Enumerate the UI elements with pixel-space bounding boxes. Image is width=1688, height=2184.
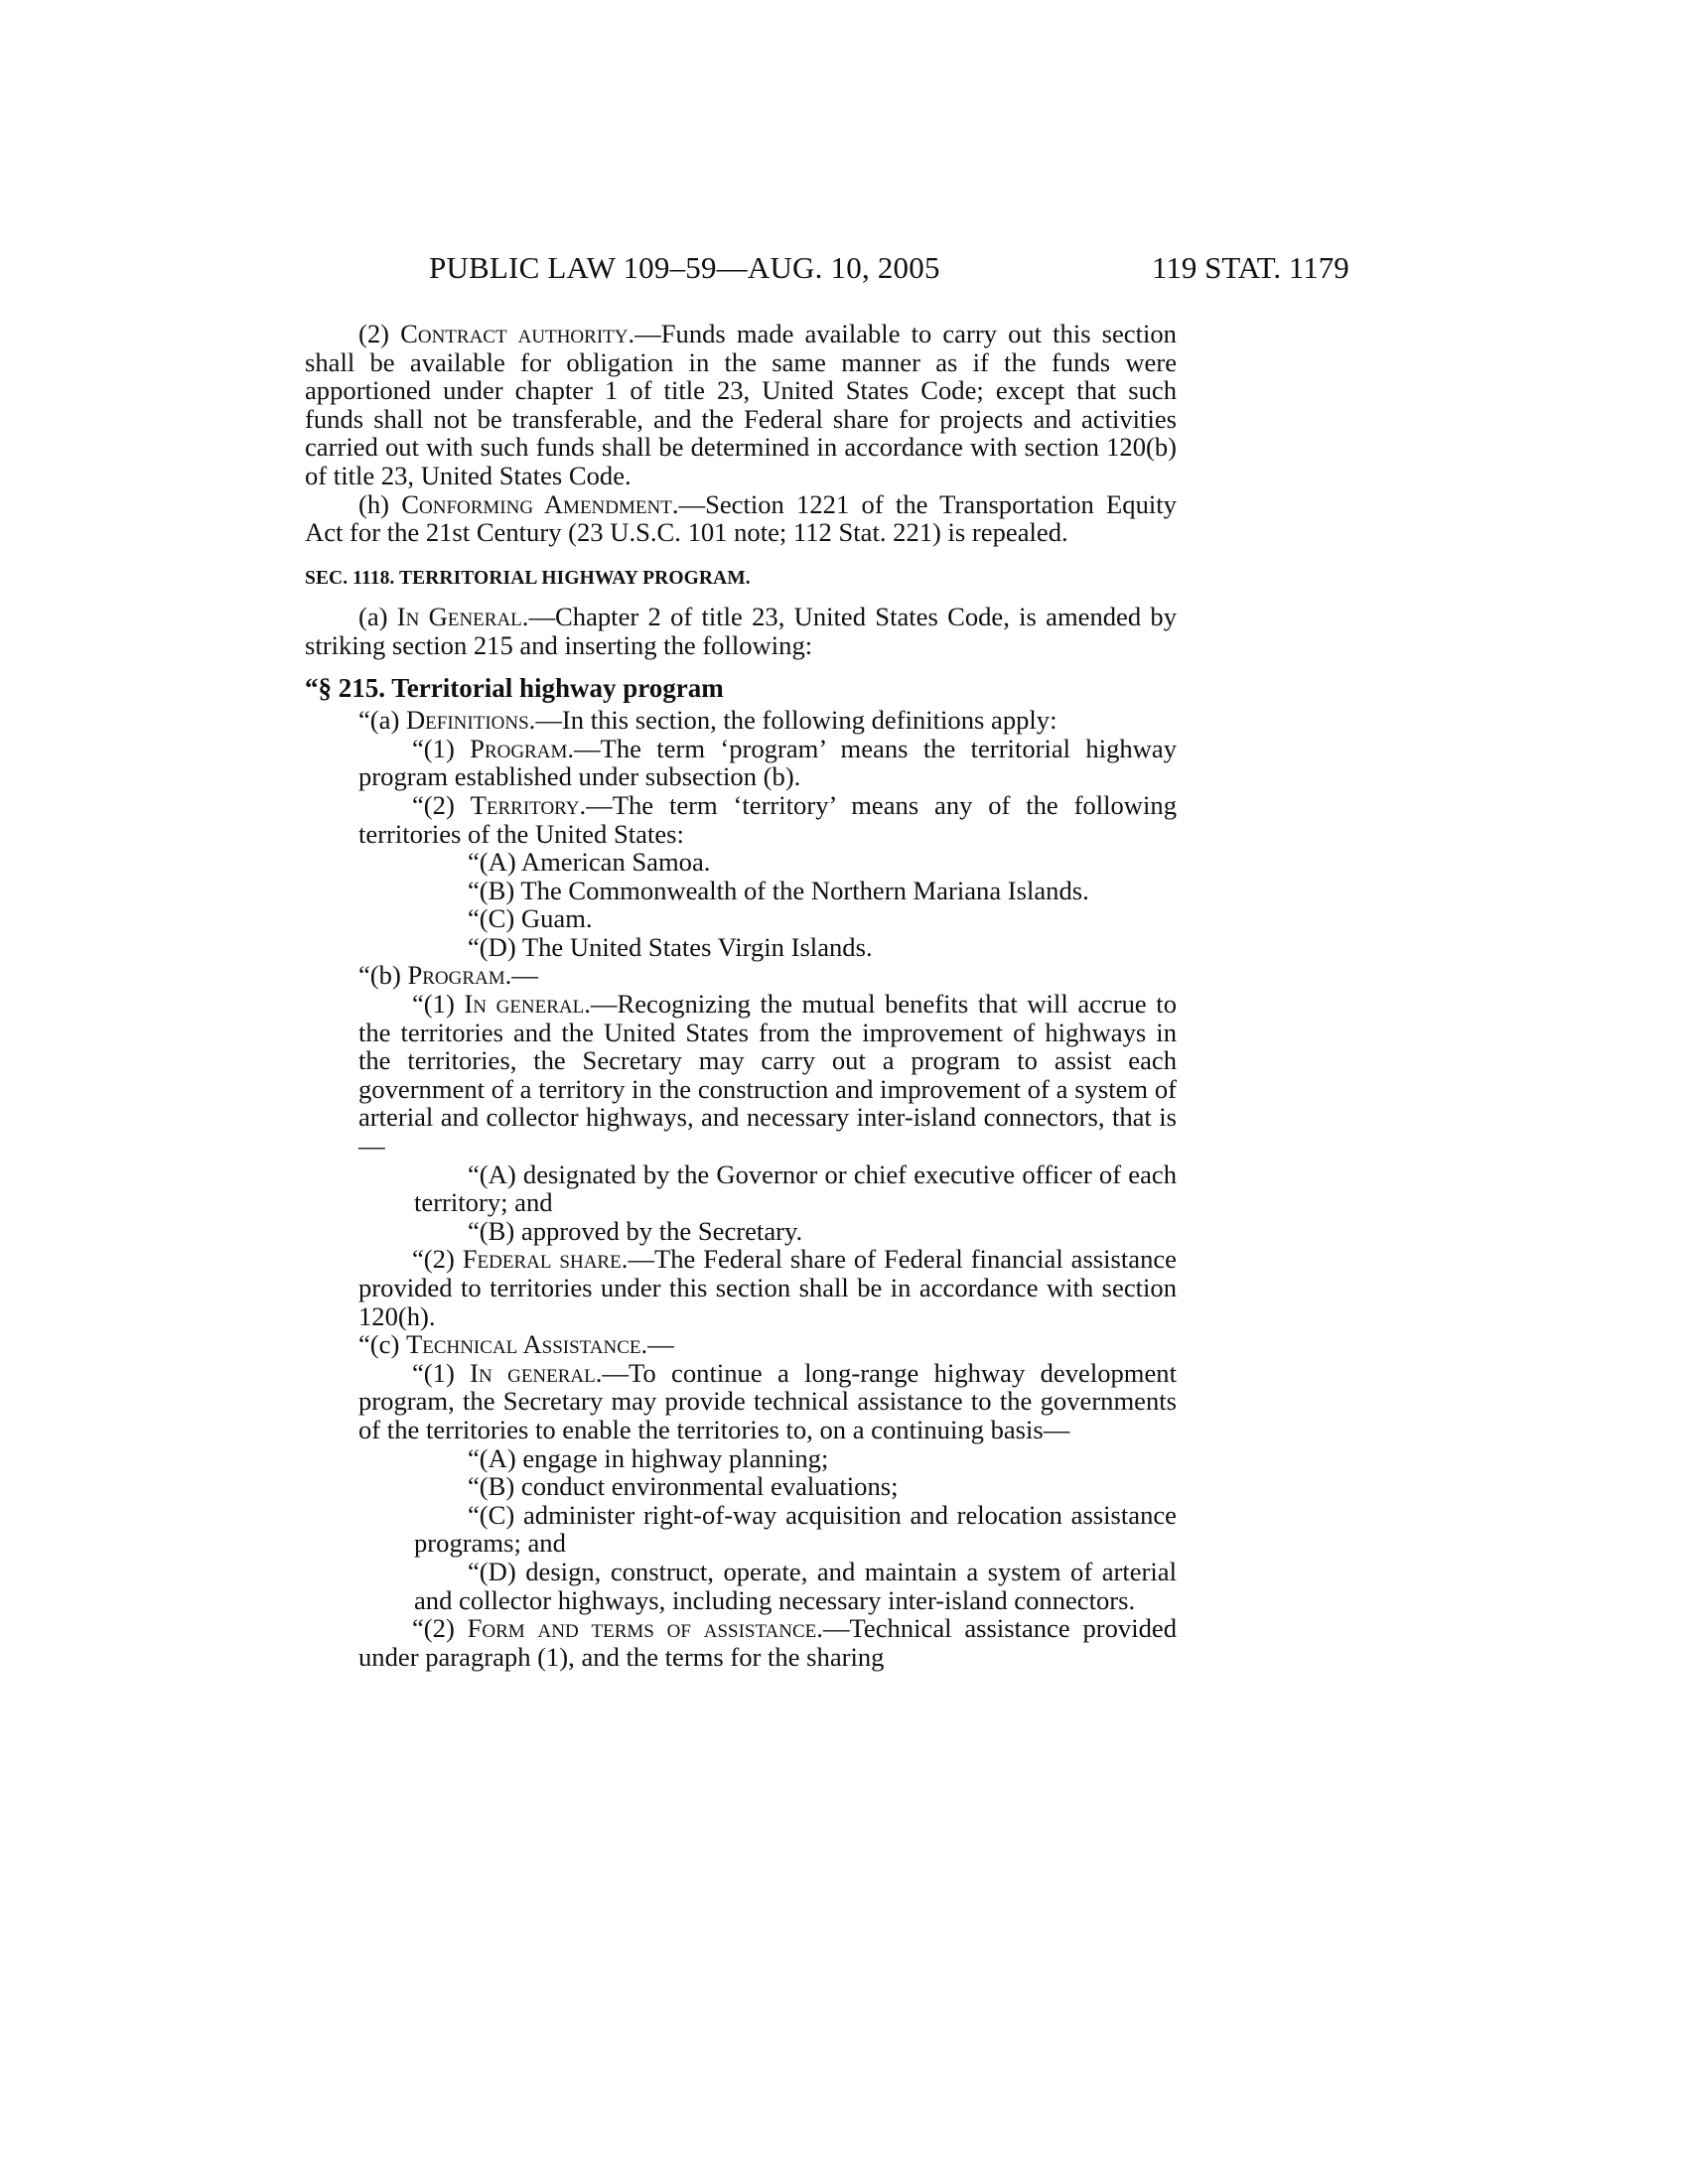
para-a-american-samoa: “(A) American Samoa. (468, 847, 711, 878)
para-a-designated: “(A) designated by the Governor or chief executive officer of each territory; and (414, 1159, 1177, 1218)
para-a-in-general: (a) In General.—Chapter 2 of title 23, United States Code, is amended by striking section 215 and inserting the following: (305, 602, 1177, 660)
para-c-right-of-way: “(C) administer right-of-way acquisition and relocation assistance programs; and (414, 1499, 1177, 1559)
para-a-highway-planning: “(A) engage in highway planning; (468, 1442, 829, 1473)
para-c-guam: “(C) Guam. (468, 903, 593, 934)
para-d-virgin-islands: “(D) The United States Virgin Islands. (468, 931, 873, 962)
para-1-in-general: “(1) In general.—Recognizing the mutual benefits that will accrue to the territories and the United States from the improvement of highways in the territories, the Secretary may carry out a program to assist each government of a territory in the construction and improvement of a system of arterial and collector highways, and necessary inter-island connectors, that is— (358, 989, 1177, 1161)
para-d-design-construct: “(D) design, construct, operate, and maintain a system of arterial and collector highways, including necessary inter-island connectors. (414, 1556, 1177, 1615)
para-1-in-general-technical: “(1) In general.—To continue a long-range highway development program, the Secretary may provide technical assistance to the governments of the territories to enable the territories to, on a continuing basis— (358, 1357, 1177, 1444)
para-2-form-and-terms: “(2) Form and terms of assistance.—Technical assistance provided under paragraph (1), and the terms for the sharing (358, 1613, 1177, 1672)
para-2-federal-share: “(2) Federal share.—The Federal share of Federal financial assistance provided to territories under this section shall be in accordance with section 120(h). (358, 1244, 1177, 1331)
para-a-definitions: “(a) Definitions.—In this section, the following definitions apply: (358, 705, 1057, 736)
para-c-technical-assistance: “(c) Technical Assistance.— (358, 1329, 674, 1360)
para-b-northern-mariana: “(B) The Commonwealth of the Northern Mariana Islands. (468, 875, 1089, 905)
para-1-program: “(1) Program.—The term ‘program’ means the territorial highway program established under subsection (b). (358, 733, 1177, 792)
para-b-approved: “(B) approved by the Secretary. (468, 1215, 803, 1246)
header-title: PUBLIC LAW 109–59—AUG. 10, 2005 (429, 250, 940, 285)
running-header (0, 250, 1688, 290)
header-stat-page: 119 STAT. 1179 (1152, 250, 1349, 285)
para-b-program: “(b) Program.— (358, 960, 538, 991)
section-heading-215: “§ 215. Territorial highway program (305, 672, 724, 703)
para-b-environmental: “(B) conduct environmental evaluations; (468, 1471, 899, 1502)
body-text (305, 320, 1177, 1671)
para-contract-authority: (2) Contract authority.—Funds made available to carry out this section shall be available for obligation in the same manner as if the funds were apportioned under chapter 1 of title 23, United States Code; except that such funds shall not be transferable, and the Federal share for projects and activities carried out with such funds shall be determined in accordance with section 120(b) of title 23, United States Code. (305, 319, 1177, 490)
para-conforming-amendment: (h) Conforming Amendment.—Section 1221 of the Transportation Equity Act for the 21st Century (23 U.S.C. 101 note; 112 Stat. 221) is repealed. (305, 488, 1177, 548)
para-2-territory: “(2) Territory.—The term ‘territory’ means any of the following territories of the United States: (358, 789, 1177, 849)
section-heading-1118: SEC. 1118. TERRITORIAL HIGHWAY PROGRAM. (305, 567, 751, 589)
